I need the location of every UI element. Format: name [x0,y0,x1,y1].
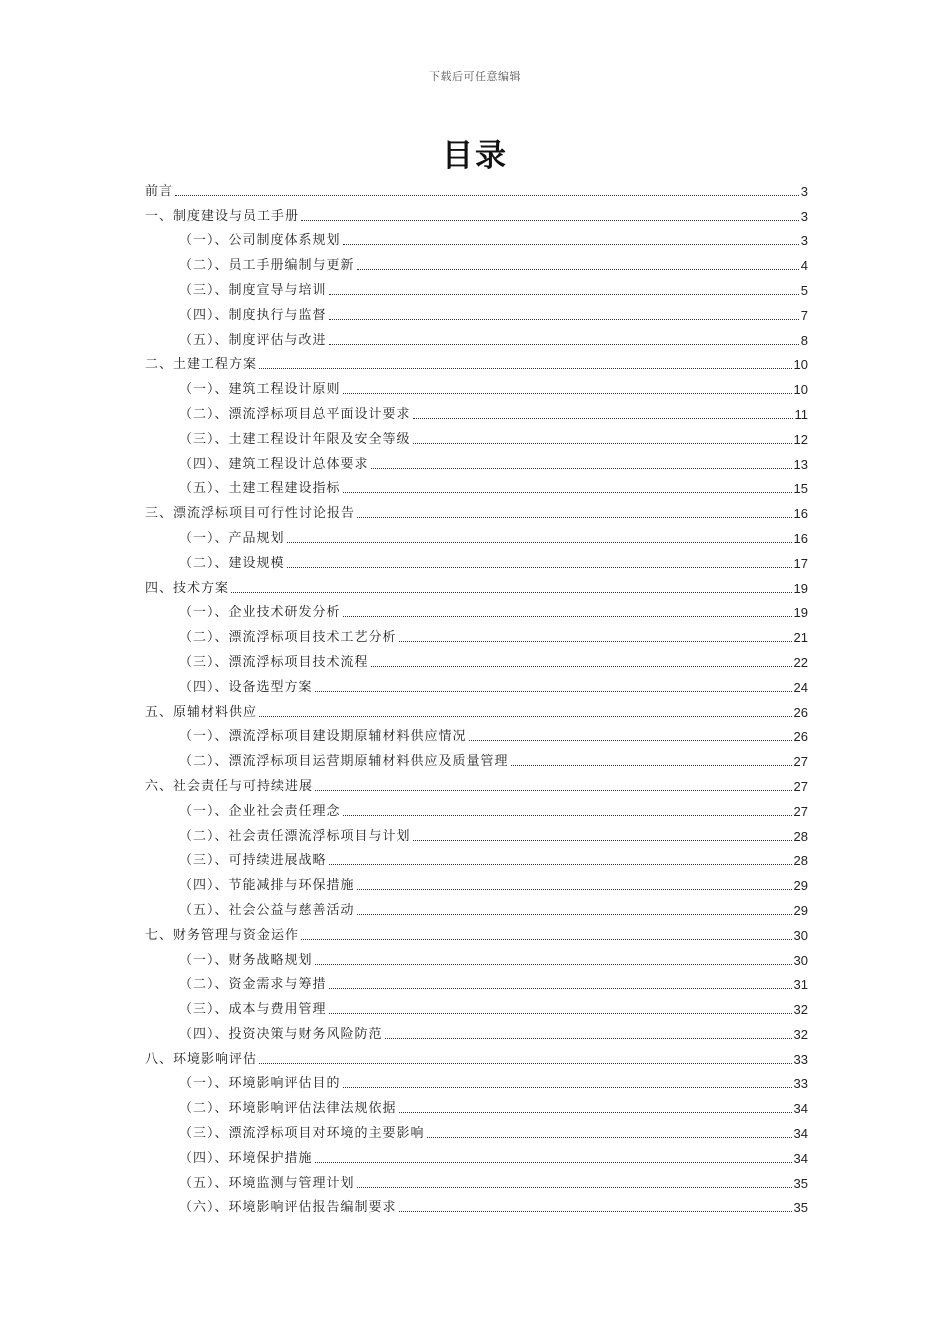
toc-dot-leader [343,616,792,617]
toc-entry-label: （一）、企业技术研发分析 [179,605,341,621]
toc-dot-leader [315,964,792,965]
table-of-contents [145,175,808,1216]
toc-entry-page-number: 10 [793,357,808,373]
toc-entry-page-number: 10 [793,382,808,398]
toc-dot-leader [343,815,792,816]
toc-entry-label: （四）、建筑工程设计总体要求 [179,456,369,472]
toc-dot-leader [315,1162,792,1163]
toc-entry-page-number: 3 [800,233,808,249]
toc-entry-page-number: 7 [800,307,808,323]
toc-entry-page-number: 21 [793,630,808,646]
toc-dot-leader [231,592,792,593]
toc-section-entry[interactable] [145,1192,808,1217]
toc-section-entry[interactable] [145,721,808,746]
toc-entry-page-number: 27 [793,754,808,770]
toc-section-entry[interactable] [145,969,808,994]
toc-dot-leader [511,765,792,766]
toc-entry-label: （四）、环境保护措施 [179,1150,313,1166]
toc-dot-leader [385,1038,792,1039]
toc-entry-label: （一）、企业社会责任理念 [179,803,341,819]
toc-section-entry[interactable] [145,547,808,572]
toc-section-entry[interactable] [145,646,808,671]
toc-entry-label: （二）、环境影响评估法律法规依据 [179,1101,397,1117]
toc-entry-label: （二）、建设规模 [179,555,285,571]
toc-entry-page-number: 32 [793,1002,808,1018]
toc-entry-page-number: 27 [793,778,808,794]
toc-dot-leader [315,691,792,692]
toc-entry-page-number: 13 [793,456,808,472]
toc-entry-label: （二）、漂流浮标项目运营期原辅材料供应及质量管理 [179,754,509,770]
toc-dot-leader [371,666,792,667]
toc-entry-page-number: 8 [800,332,808,348]
toc-entry-page-number: 22 [793,654,808,670]
toc-entry-label: （三）、成本与费用管理 [179,1002,327,1018]
toc-chapter-entry[interactable] [145,919,808,944]
toc-entry-label: （二）、漂流浮标项目技术工艺分析 [179,630,397,646]
toc-entry-label: 三、漂流浮标项目可行性讨论报告 [145,506,356,522]
toc-entry-page-number: 27 [793,803,808,819]
toc-dot-leader [259,368,792,369]
toc-dot-leader [399,1211,792,1212]
toc-entry-page-number: 3 [800,183,808,199]
toc-section-entry[interactable] [145,473,808,498]
toc-dot-leader [399,1112,792,1113]
toc-section-entry[interactable] [145,225,808,250]
toc-entry-label: （五）、制度评估与改进 [179,332,327,348]
toc-section-entry[interactable] [145,398,808,423]
toc-chapter-entry[interactable] [145,175,808,200]
toc-section-entry[interactable] [145,745,808,770]
toc-entry-label: （一）、财务战略规划 [179,952,313,968]
toc-dot-leader [427,1137,792,1138]
toc-dot-leader [175,195,799,196]
toc-dot-leader [301,220,799,221]
toc-entry-label: （三）、土建工程设计年限及安全等级 [179,431,411,447]
toc-entry-page-number: 29 [793,878,808,894]
toc-entry-page-number: 30 [793,952,808,968]
toc-entry-page-number: 32 [793,1026,808,1042]
toc-section-entry[interactable] [145,869,808,894]
toc-dot-leader [413,418,793,419]
toc-dot-leader [343,244,799,245]
toc-entry-page-number: 34 [793,1126,808,1142]
toc-section-entry[interactable] [145,448,808,473]
toc-entry-page-number: 30 [793,927,808,943]
toc-dot-leader [413,443,792,444]
toc-section-entry[interactable] [145,820,808,845]
toc-section-entry[interactable] [145,423,808,448]
toc-chapter-entry[interactable] [145,770,808,795]
toc-entry-page-number: 16 [793,506,808,522]
toc-entry-label: （三）、可持续进展战略 [179,853,327,869]
toc-dot-leader [315,790,792,791]
toc-dot-leader [343,492,792,493]
toc-chapter-entry[interactable] [145,200,808,225]
toc-section-entry[interactable] [145,944,808,969]
toc-entry-label: （四）、设备选型方案 [179,679,313,695]
toc-entry-page-number: 31 [793,977,808,993]
toc-entry-page-number: 28 [793,828,808,844]
toc-entry-label: （一）、漂流浮标项目建设期原辅材料供应情况 [179,729,467,745]
toc-dot-leader [357,517,792,518]
toc-entry-label: 四、技术方案 [145,580,230,596]
toc-entry-label: （三）、漂流浮标项目技术流程 [179,654,369,670]
toc-dot-leader [469,740,792,741]
toc-entry-page-number: 19 [793,580,808,596]
toc-entry-label: （五）、土建工程建设指标 [179,481,341,497]
toc-entry-label: 八、环境影响评估 [145,1051,258,1067]
toc-entry-page-number: 29 [793,902,808,918]
toc-dot-leader [287,542,792,543]
toc-section-entry[interactable] [145,1117,808,1142]
toc-entry-label: （四）、制度执行与监督 [179,307,327,323]
toc-section-entry[interactable] [145,373,808,398]
toc-section-entry[interactable] [145,274,808,299]
toc-entry-label: （六）、环境影响评估报告编制要求 [179,1200,397,1216]
toc-section-entry[interactable] [145,324,808,349]
toc-dot-leader [343,1087,792,1088]
toc-entry-page-number: 24 [793,679,808,695]
toc-dot-leader [329,988,792,989]
toc-dot-leader [329,1013,792,1014]
toc-entry-label: 二、土建工程方案 [145,357,258,373]
toc-dot-leader [343,393,792,394]
toc-section-entry[interactable] [145,1068,808,1093]
toc-entry-label: （四）、节能减排与环保措施 [179,878,355,894]
toc-section-entry[interactable] [145,597,808,622]
toc-section-entry[interactable] [145,1167,808,1192]
toc-dot-leader [329,319,799,320]
toc-entry-label: （一）、建筑工程设计原则 [179,382,341,398]
toc-section-entry[interactable] [145,522,808,547]
toc-dot-leader [357,889,792,890]
toc-entry-page-number: 19 [793,605,808,621]
toc-chapter-entry[interactable] [145,696,808,721]
toc-dot-leader [357,1187,792,1188]
toc-entry-label: （二）、员工手册编制与更新 [179,258,355,274]
page-header-note: 下载后可任意编辑 [429,70,521,83]
toc-section-entry[interactable] [145,299,808,324]
toc-section-entry[interactable] [145,1142,808,1167]
toc-dot-leader [399,641,792,642]
toc-dot-leader [371,468,792,469]
toc-chapter-entry[interactable] [145,497,808,522]
toc-entry-label: 七、财务管理与资金运作 [145,927,300,943]
toc-entry-page-number: 34 [793,1101,808,1117]
toc-entry-label: （五）、环境监测与管理计划 [179,1175,355,1191]
toc-entry-label: 五、原辅材料供应 [145,704,258,720]
toc-section-entry[interactable] [145,621,808,646]
toc-entry-label: （一）、产品规划 [179,530,285,546]
toc-dot-leader [329,294,799,295]
toc-entry-page-number: 17 [793,555,808,571]
toc-dot-leader [301,939,792,940]
toc-section-entry[interactable] [145,1092,808,1117]
toc-entry-label: （二）、漂流浮标项目总平面设计要求 [179,406,411,422]
toc-entry-page-number: 5 [800,282,808,298]
toc-entry-label: （一）、环境影响评估目的 [179,1076,341,1092]
toc-entry-label: （二）、资金需求与筹措 [179,977,327,993]
toc-entry-page-number: 35 [793,1175,808,1191]
toc-section-entry[interactable] [145,795,808,820]
toc-entry-page-number: 15 [793,481,808,497]
toc-dot-leader [259,1063,792,1064]
toc-entry-label: 六、社会责任与可持续进展 [145,778,314,794]
toc-entry-page-number: 28 [793,853,808,869]
toc-dot-leader [413,840,792,841]
toc-dot-leader [329,864,792,865]
toc-chapter-entry[interactable] [145,572,808,597]
toc-entry-label: （一）、公司制度体系规划 [179,233,341,249]
toc-entry-page-number: 4 [800,258,808,274]
toc-entry-page-number: 34 [793,1150,808,1166]
toc-section-entry[interactable] [145,1018,808,1043]
toc-entry-label: （三）、漂流浮标项目对环境的主要影响 [179,1126,425,1142]
toc-entry-label: （五）、社会公益与慈善活动 [179,902,355,918]
toc-entry-page-number: 26 [793,704,808,720]
toc-dot-leader [357,269,799,270]
toc-dot-leader [357,914,792,915]
toc-section-entry[interactable] [145,993,808,1018]
toc-dot-leader [287,567,792,568]
toc-section-entry[interactable] [145,249,808,274]
toc-entry-page-number: 3 [800,208,808,224]
page-title: 目录 [442,138,508,174]
toc-entry-label: 一、制度建设与员工手册 [145,208,300,224]
toc-entry-page-number: 12 [793,431,808,447]
toc-entry-label: 前言 [145,183,174,199]
toc-entry-label: （四）、投资决策与财务风险防范 [179,1026,383,1042]
toc-section-entry[interactable] [145,671,808,696]
toc-chapter-entry[interactable] [145,1043,808,1068]
toc-entry-page-number: 11 [794,406,808,422]
toc-entry-page-number: 33 [793,1051,808,1067]
toc-entry-label: （二）、社会责任漂流浮标项目与计划 [179,828,411,844]
toc-dot-leader [259,716,792,717]
toc-entry-label: （三）、制度宣导与培训 [179,282,327,298]
toc-section-entry[interactable] [145,894,808,919]
toc-chapter-entry[interactable] [145,349,808,374]
toc-entry-page-number: 33 [793,1076,808,1092]
toc-entry-page-number: 26 [793,729,808,745]
toc-entry-page-number: 16 [793,530,808,546]
toc-section-entry[interactable] [145,845,808,870]
toc-dot-leader [329,344,799,345]
toc-entry-page-number: 35 [793,1200,808,1216]
